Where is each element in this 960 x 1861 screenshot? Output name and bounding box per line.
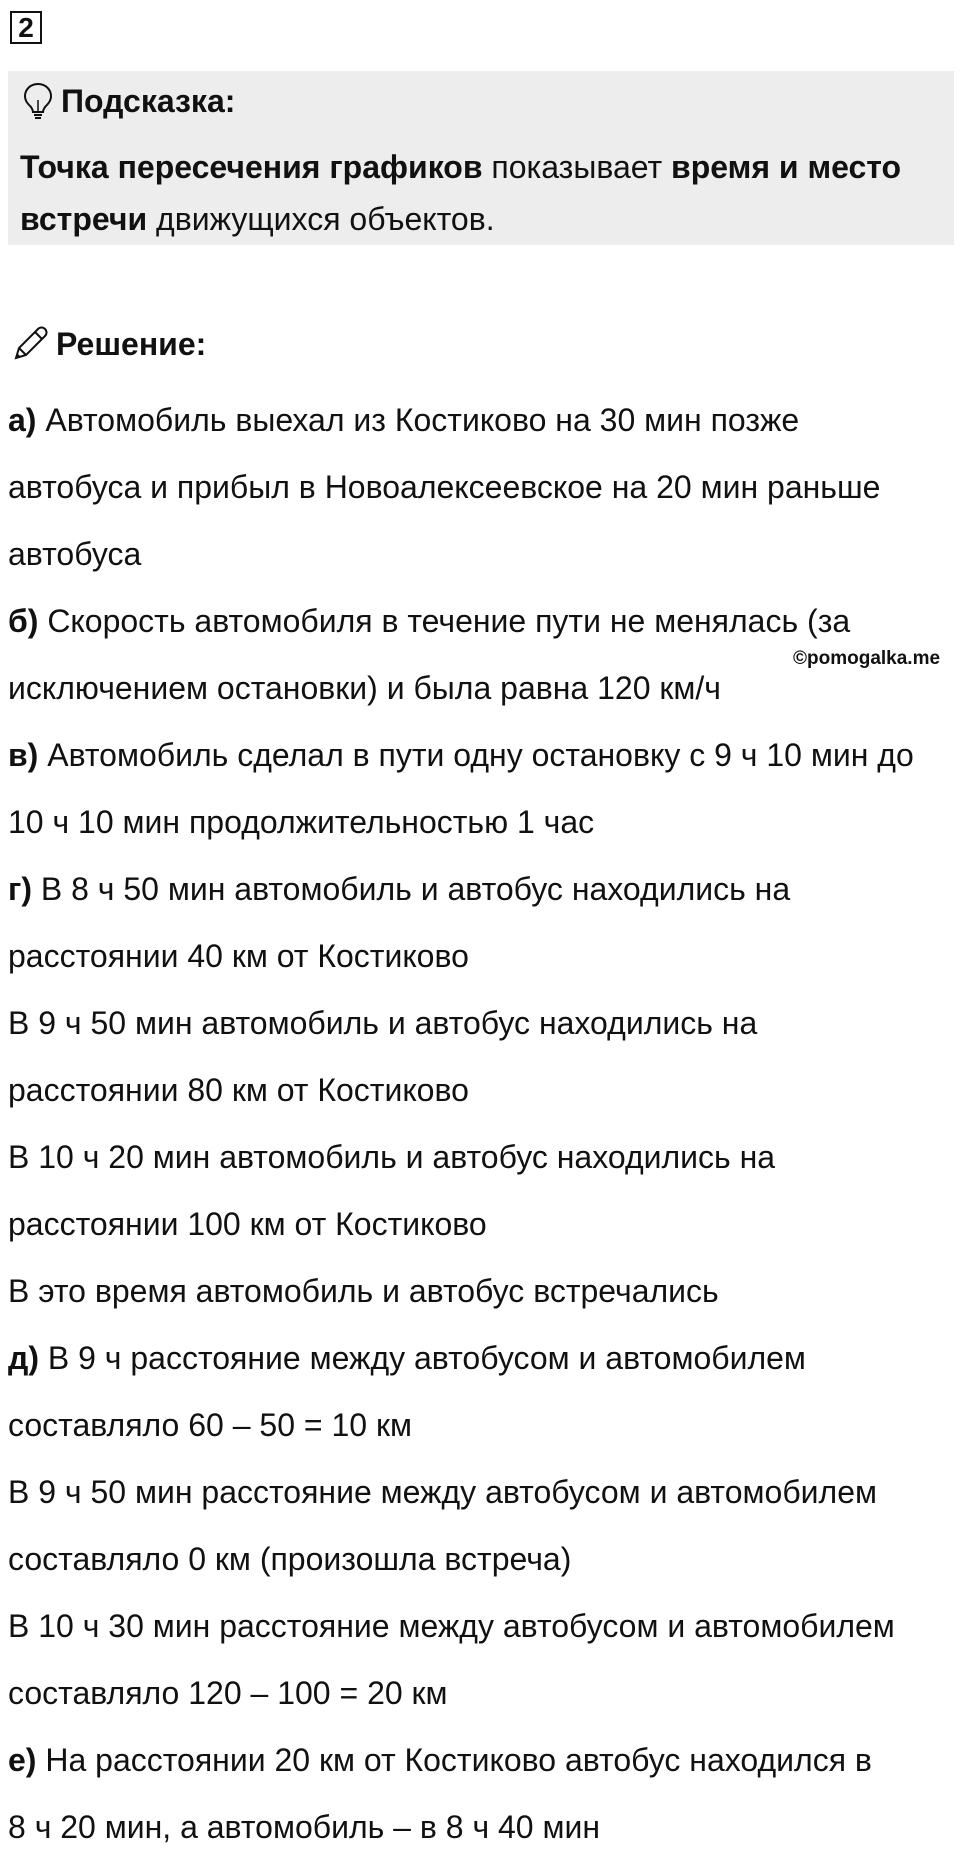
solution-line (8, 1057, 958, 1124)
line-text: составляло 0 км (произошла встреча) (8, 1541, 572, 1577)
solution-line (8, 1392, 958, 1459)
solution-header (10, 322, 206, 366)
solution-line (8, 1660, 958, 1727)
line-text: В 10 ч 30 мин расстояние между автобусом и автомобилем (8, 1608, 895, 1644)
line-text: Автомобиль сделал в пути одну остановку с 9 ч 10 мин до (38, 737, 914, 773)
line-text: исключением остановки) и была равна 120 км/ч (8, 670, 721, 706)
solution-line (8, 1191, 958, 1258)
line-text: автобуса и прибыл в Новоалексеевское на 20 мин раньше (8, 469, 881, 505)
item-label: е) (8, 1742, 37, 1778)
solution-line (8, 387, 958, 454)
hint-title: Подсказка: (61, 82, 236, 119)
solution-line (8, 454, 958, 521)
solution-line (8, 789, 958, 856)
item-label: а) (8, 402, 37, 438)
solution-line (8, 1526, 958, 1593)
pencil-icon (10, 324, 50, 364)
solution-line (8, 923, 958, 990)
line-text: расстоянии 100 км от Костиково (8, 1206, 487, 1242)
line-text: В 9 ч 50 мин автомобиль и автобус находились на (8, 1005, 758, 1041)
line-text: 8 ч 20 мин, а автомобиль – в 8 ч 40 мин (8, 1809, 601, 1845)
solution-line (8, 1727, 958, 1794)
solution-line (8, 1258, 958, 1325)
task-number: 2 (10, 11, 42, 44)
line-text: расстоянии 40 км от Костиково (8, 938, 469, 974)
solution-line (8, 1593, 958, 1660)
solution-title: Решение: (56, 325, 207, 362)
hint-text-run: показывает (482, 149, 672, 185)
solution-line (8, 1794, 958, 1861)
hint-box (8, 71, 954, 245)
lightbulb-icon (23, 82, 53, 120)
solution-line (8, 722, 958, 789)
item-label: в) (8, 737, 39, 773)
watermark: ©pomogalka.me (793, 648, 941, 669)
hint-text (20, 141, 940, 245)
item-label: г) (8, 871, 32, 907)
line-text: Автомобиль выехал из Костиково на 30 мин позже (36, 402, 800, 438)
hint-text-run: движущихся объектов. (147, 201, 495, 237)
solution-line (8, 1459, 958, 1526)
solution-content (8, 387, 958, 1861)
line-text: составляло 60 – 50 = 10 км (8, 1407, 412, 1443)
line-text: В 9 ч 50 мин расстояние между автобусом и автомобилем (8, 1474, 877, 1510)
line-text: 10 ч 10 мин продолжительностью 1 час (8, 804, 595, 840)
hint-header (23, 81, 235, 121)
line-text: Скорость автомобиля в течение пути не менялась (за (38, 603, 851, 639)
solution-line (8, 856, 958, 923)
line-text: В 9 ч расстояние между автобусом и автомобилем (38, 1340, 806, 1376)
solution-line (8, 1325, 958, 1392)
solution-line (8, 521, 958, 588)
line-text: В это время автомобиль и автобус встречались (8, 1273, 719, 1309)
line-text: составляло 120 – 100 = 20 км (8, 1675, 448, 1711)
hint-bold-text: Точка пересечения графиков (20, 149, 483, 185)
line-text: автобуса (8, 536, 142, 572)
item-label: б) (8, 603, 39, 639)
line-text: расстоянии 80 км от Костиково (8, 1072, 469, 1108)
hint-bold-text: время и место встречи (20, 149, 902, 237)
solution-line (8, 990, 958, 1057)
line-text: На расстоянии 20 км от Костиково автобус находился в (36, 1742, 872, 1778)
line-text: В 10 ч 20 мин автомобиль и автобус находились на (8, 1139, 776, 1175)
solution-line (8, 1124, 958, 1191)
item-label: д) (8, 1340, 39, 1376)
line-text: В 8 ч 50 мин автомобиль и автобус находились на (31, 871, 791, 907)
solution-line (8, 588, 958, 655)
solution-line (8, 655, 958, 722)
